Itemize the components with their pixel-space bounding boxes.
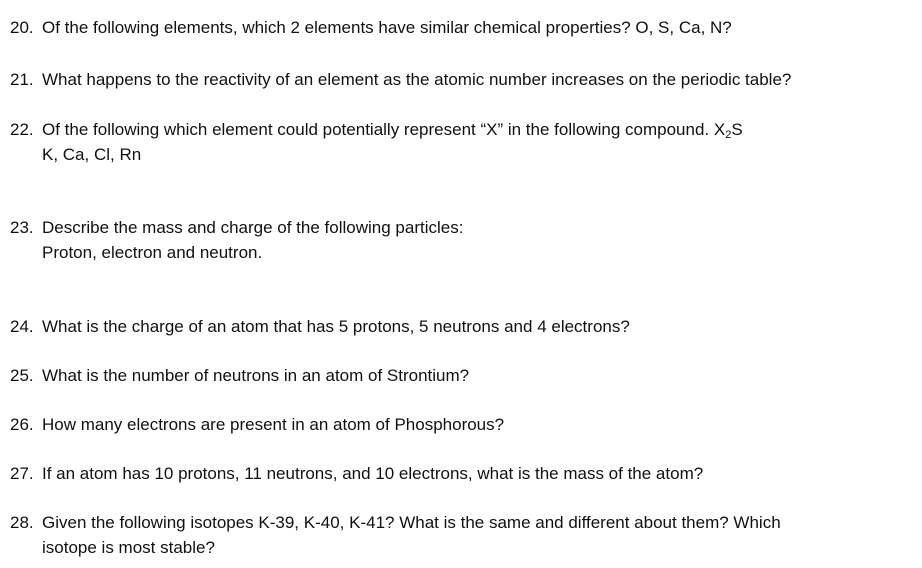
- question-number: 27.: [10, 464, 34, 483]
- question-number: 22.: [10, 120, 34, 139]
- question-text: What happens to the reactivity of an element as the atomic number increases on the periodic table?: [42, 70, 792, 89]
- question-25: [10, 365, 469, 387]
- question-text: Of the following which element could potentially represent “X” in the following compound. X: [42, 120, 726, 139]
- question-number: 26.: [10, 415, 34, 434]
- question-text: What is the number of neutrons in an atom of Strontium?: [42, 366, 470, 385]
- question-text: Describe the mass and charge of the following particles:: [42, 218, 464, 237]
- question-27: [10, 463, 703, 485]
- question-28-line2: isotope is most stable?: [42, 538, 215, 557]
- question-23-line2: Proton, electron and neutron.: [42, 243, 263, 262]
- question-text: Given the following isotopes K-39, K-40, K-41? What is the same and different about them? Which: [42, 513, 781, 532]
- question-21: [10, 69, 791, 91]
- question-22-options: K, Ca, Cl, Rn: [42, 145, 142, 164]
- question-22: [10, 119, 743, 141]
- question-24: [10, 316, 630, 338]
- question-number: 24.: [10, 317, 34, 336]
- question-number: 23.: [10, 218, 34, 237]
- question-number: 21.: [10, 70, 34, 89]
- question-28: [10, 512, 781, 534]
- question-text: Of the following elements, which 2 elements have similar chemical properties? O, S, Ca, N?: [42, 18, 732, 37]
- question-number: 28.: [10, 513, 34, 532]
- question-26: [10, 414, 504, 436]
- formula-suffix: S: [731, 120, 743, 139]
- question-number: 25.: [10, 366, 34, 385]
- question-text: If an atom has 10 protons, 11 neutrons, and 10 electrons, what is the mass of the atom?: [42, 464, 704, 483]
- question-text: What is the charge of an atom that has 5 protons, 5 neutrons and 4 electrons?: [42, 317, 630, 336]
- question-20: [10, 17, 732, 39]
- question-number: 20.: [10, 18, 34, 37]
- formula-subscript: 2: [725, 129, 732, 141]
- question-text: How many electrons are present in an atom of Phosphorous?: [42, 415, 505, 434]
- question-23: [10, 217, 463, 239]
